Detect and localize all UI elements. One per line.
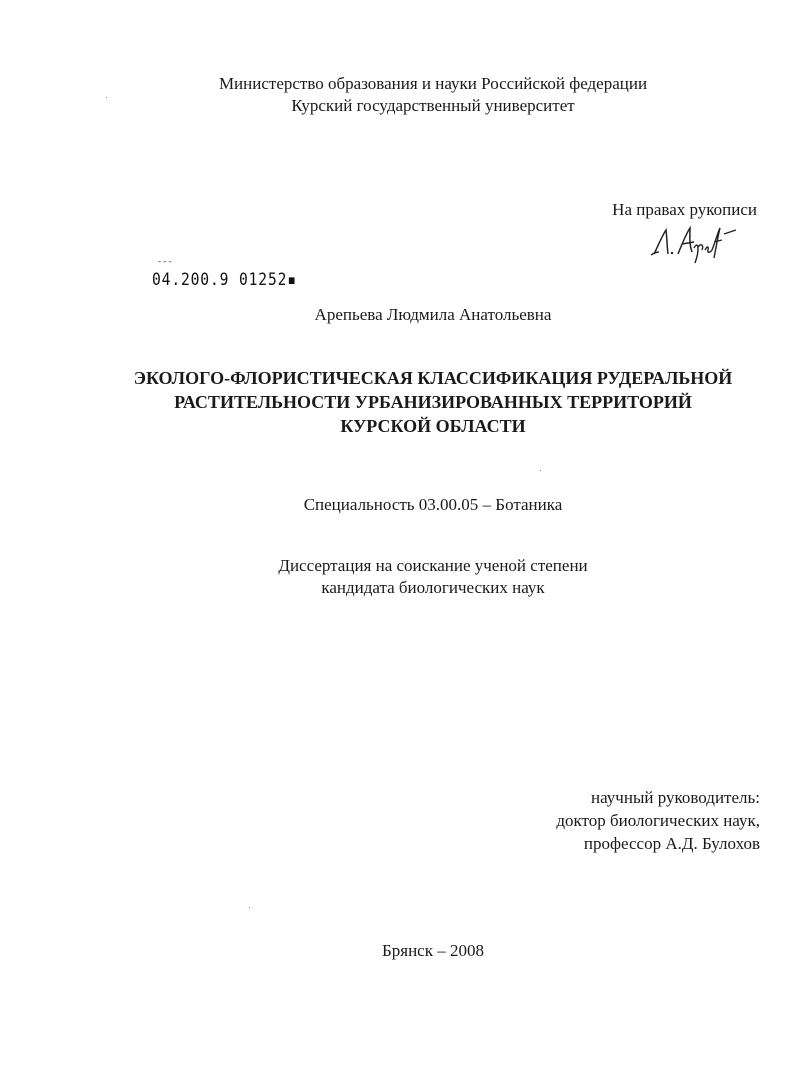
title-line-2: РАСТИТЕЛЬНОСТИ УРБАНИЗИРОВАННЫХ ТЕРРИТОРИЙ (174, 392, 692, 412)
registration-stamp (152, 270, 297, 290)
supervisor-block (480, 786, 760, 855)
stamp-marks: - - - (158, 256, 172, 266)
institution-header (0, 73, 793, 117)
dissertation-title (0, 366, 793, 438)
degree-statement (0, 555, 793, 599)
manuscript-note: На правах рукописи (612, 200, 757, 219)
degree-line-1: Диссертация на соискание ученой степени (278, 556, 588, 575)
scan-speck (106, 97, 107, 98)
degree-line-2: кандидата биологических наук (321, 578, 545, 597)
university-name: Курский государственный университет (291, 96, 575, 115)
title-line-1: ЭКОЛОГО-ФЛОРИСТИЧЕСКАЯ КЛАССИФИКАЦИЯ РУДЕРАЛЬНОЙ (133, 368, 733, 388)
specialty: Специальность 03.00.05 – Ботаника (303, 495, 563, 514)
signature (648, 222, 740, 264)
city-year: Брянск – 2008 (382, 941, 484, 960)
supervisor-line-2: доктор биологических наук, (556, 811, 760, 830)
scan-speck (540, 470, 541, 471)
supervisor-line-3: профессор А.Д. Булохов (583, 834, 760, 853)
author-name: Арепьева Людмила Анатольевна (314, 305, 552, 324)
supervisor-line-1: научный руководитель: (591, 788, 760, 807)
title-line-3: КУРСКОЙ ОБЛАСТИ (340, 416, 526, 436)
ministry-name: Министерство образования и науки Российской федерации (218, 74, 648, 93)
scan-speck (249, 907, 250, 908)
stamp-number: 04.200.9 01252 (152, 270, 288, 290)
stamp-bullet: ▪ (287, 270, 297, 290)
